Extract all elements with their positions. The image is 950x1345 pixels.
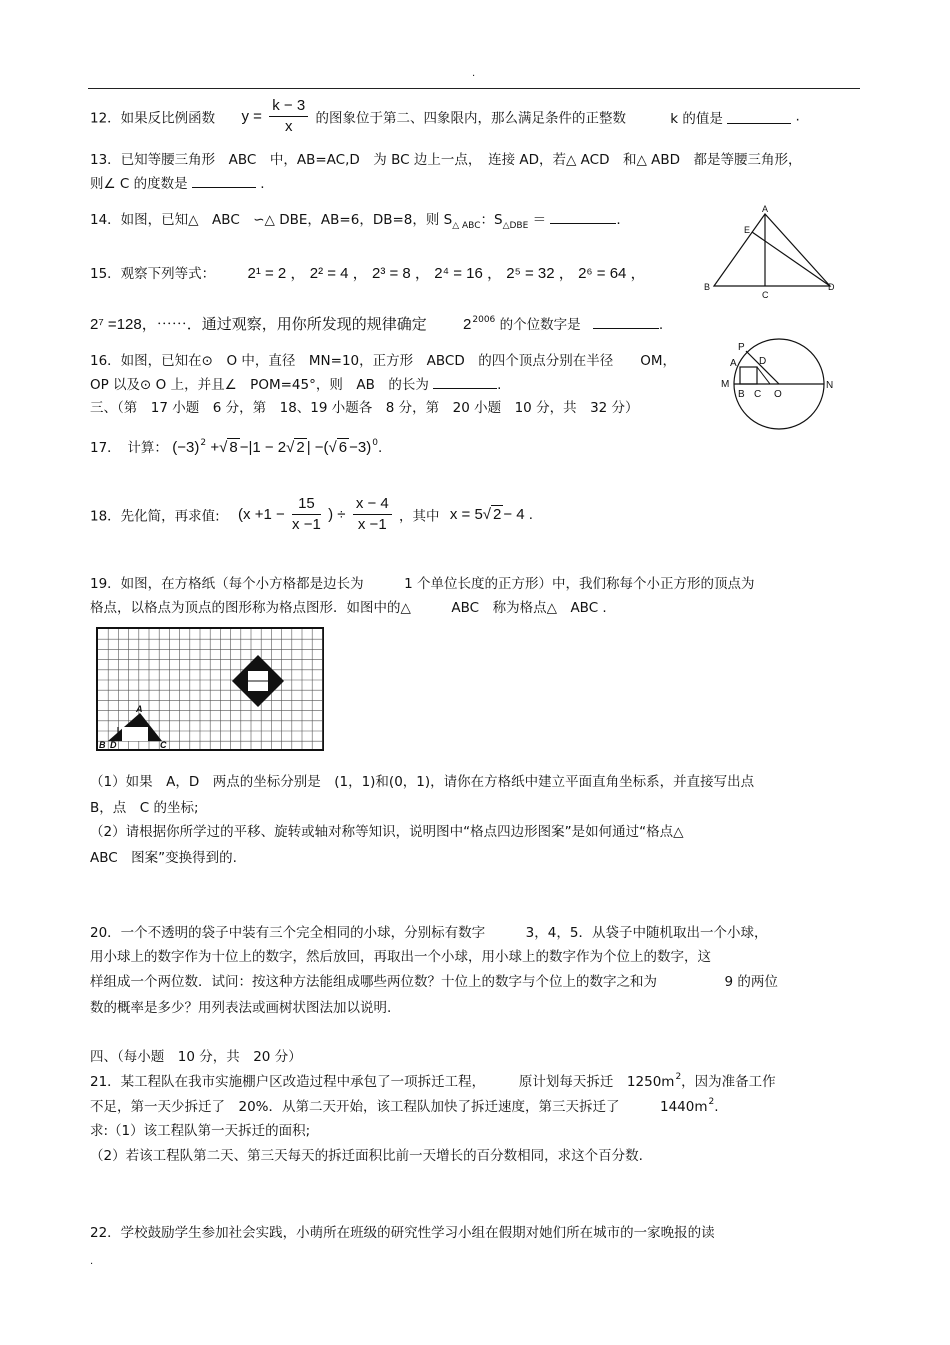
q18-fraction-2 xyxy=(353,494,392,535)
q12-lhs: y = xyxy=(241,108,262,125)
q15-eq-1: 2¹ = 2 ， xyxy=(247,265,306,282)
q15-base: 2 xyxy=(463,316,472,333)
q12-numerator: k − 3 xyxy=(269,96,308,117)
header-dot: . xyxy=(472,68,476,79)
q21-line2-a: 不足，第一天少拆迁了 20%．从第二天开始，该工程队加快了拆迁速度，第三天拆迁了 1440m xyxy=(90,1099,708,1115)
q15-eq-6: 2⁶ = 64 ， xyxy=(578,265,646,282)
q14-colon: ：S xyxy=(480,212,503,228)
q16-end: . xyxy=(497,377,502,393)
q17-root8: 8 xyxy=(229,439,238,456)
label-d: D xyxy=(759,356,767,367)
q18-tail: − 4 . xyxy=(503,506,533,523)
triangle-abc-hole xyxy=(122,727,148,741)
q19-sub2-line2: ABC 图案”变换得到的. xyxy=(90,850,237,866)
q17-expr-a: (−3) xyxy=(172,439,200,456)
label-d: D xyxy=(110,740,117,750)
q18-den1: x −1 xyxy=(292,516,321,533)
q15-eq-4: 2⁴ = 16 ， xyxy=(434,265,502,282)
q18-num1: 15 xyxy=(292,494,321,515)
q17-expr-c: −|1 − 2 xyxy=(239,439,287,456)
section-3-heading: 三、（第 17 小题 6 分，第 18、19 小题各 8 分，第 20 小题 10 分，共 32 分） xyxy=(90,400,639,416)
q19-sub1-line1: （1）如果 A，D 两点的坐标分别是 (1，1)和(0，1)，请你在方格纸中建立平面直角坐标系，并直接写出点 xyxy=(90,774,755,790)
label-c: C xyxy=(160,740,167,750)
triangle-abd xyxy=(714,214,830,286)
label-m: M xyxy=(721,379,730,390)
label-a: A xyxy=(762,204,769,214)
q17-end: . xyxy=(377,440,383,456)
q16-line2-text: OP 以及⊙ O 上，并且∠ POM=45°，则 AB 的长为 xyxy=(90,377,429,393)
q15-eq-3: 2³ = 8 ， xyxy=(371,265,430,282)
header-rule xyxy=(88,88,860,89)
q12-answer-blank[interactable] xyxy=(727,109,791,124)
question-14 xyxy=(90,208,621,231)
q18-num2: x − 4 xyxy=(353,494,392,515)
q21-sup1: 2 xyxy=(675,1072,682,1082)
question-19-line2: 格点，以格点为顶点的图形称为格点图形．如图中的△ ABC 称为格点△ ABC . xyxy=(90,600,607,616)
q15-eq-5: 2⁵ = 32 ， xyxy=(506,265,574,282)
q15-answer-blank[interactable] xyxy=(593,314,659,329)
q18-den2: x −1 xyxy=(357,516,387,533)
label-c: C xyxy=(762,290,769,300)
q15-end: . xyxy=(658,317,664,333)
q17-expr-e: −3) xyxy=(349,439,372,456)
q19-grid-figure xyxy=(96,627,326,753)
q21-line2-b: . xyxy=(714,1099,719,1115)
q15-line2-text: 2⁷ =128，⋯⋯．通过观察，用你所发现的规律确定 xyxy=(90,316,427,333)
label-d: D xyxy=(828,282,835,292)
q18-where: ，其中 xyxy=(399,508,440,525)
square-abcd xyxy=(740,367,757,384)
q18-xval: x = 5 xyxy=(449,506,483,523)
question-22-line1: 22．学校鼓励学生参加社会实践，小萌所在班级的研究性学习小组在假期对她们所在城市的一家晚报的读 xyxy=(90,1225,715,1241)
q12-fraction xyxy=(269,96,308,137)
q17-exp0: 0 xyxy=(372,438,378,448)
q12-text-c: k 的值是 xyxy=(670,110,723,127)
question-21-line4: （2）若该工程队第二天、第三天每天的拆迁面积比前一天增长的百分数相同，求这个百分数. xyxy=(90,1148,643,1164)
q14-triangle-figure xyxy=(700,200,850,305)
q15-exponent: 2006 xyxy=(472,315,496,325)
q21-sup2: 2 xyxy=(708,1097,715,1107)
question-18: 18．先化简，再求值: (x +1 − $\frac{15}{x -1}$ ) ÷ $\frac{x - 4}{x -1}$ ，其中 x = 5√ 2 − 4 . xyxy=(90,495,533,533)
q13-end: . xyxy=(260,176,265,192)
segment-ed xyxy=(752,232,830,286)
q14-eq: ＝ xyxy=(528,212,547,228)
q18-label: 18．先化简，再求值: xyxy=(90,508,220,525)
label-a: A xyxy=(730,358,737,369)
q14-sub-dbe: △DBE xyxy=(502,221,529,231)
question-21-line2 xyxy=(90,1095,719,1115)
q14-end: . xyxy=(616,212,621,228)
q17-expr-d: | −( xyxy=(306,439,329,456)
label-b: B xyxy=(704,282,711,292)
q15-text: 15．观察下列等式： xyxy=(90,266,216,282)
q14-answer-blank[interactable] xyxy=(550,209,616,224)
question-17: 17． 计算： $(-3)^2$ +√ 8 −|1 − 2√ 2 | −(√ 6 −3)$^0$. xyxy=(90,438,383,456)
question-12 xyxy=(90,96,800,137)
q13-line2-text: 则∠ C 的度数是 xyxy=(90,176,188,192)
q16-circle-figure xyxy=(718,336,848,436)
q14-sub-abc: △ ABC xyxy=(452,221,481,231)
q17-root6: 6 xyxy=(338,439,348,456)
q18-fraction-1 xyxy=(292,494,321,535)
q18-div: ) ÷ xyxy=(328,506,346,523)
label-b: B xyxy=(99,740,106,750)
q17-root2: 2 xyxy=(296,439,305,456)
label-p: P xyxy=(738,342,745,353)
q21-line1-b: ，因为准备工作 xyxy=(681,1074,776,1090)
q18-open: (x +1 − xyxy=(238,506,285,523)
q16-answer-blank[interactable] xyxy=(433,374,497,389)
question-16-line1: 16．如图，已知在⊙ O 中，直径 MN=10，正方形 ABCD 的四个顶点分别在半径 OM， xyxy=(90,353,676,369)
label-e: E xyxy=(744,225,751,235)
question-20-line2: 用小球上的数字作为十位上的数字，然后放回，再取出一个小球，用小球上的数字作为个位上的数字，这 xyxy=(90,949,711,965)
q19-sub1-line2: B，点 C 的坐标; xyxy=(90,800,199,816)
question-21-line1 xyxy=(90,1070,776,1090)
q18-root: 2 xyxy=(493,506,502,523)
segment-dc xyxy=(757,367,770,384)
q15-line2-b: 的个位数字是 xyxy=(499,317,581,333)
q21-line1-a: 21．某工程队在我市实施棚户区改造过程中承包了一项拆迁工程， 原计划每天拆迁 1250m xyxy=(90,1074,675,1090)
question-21-line3: 求:（1）该工程队第一天拆迁的面积; xyxy=(90,1123,311,1139)
q12-text: 12．如果反比例函数 xyxy=(90,110,216,127)
question-15-line2 xyxy=(90,313,663,334)
label-c: C xyxy=(754,389,762,400)
label-a: A xyxy=(136,704,143,714)
q12-end: . xyxy=(795,108,800,125)
question-13-line1: 13．已知等腰三角形 ABC 中，AB=AC,D 为 BC 边上一点， 连接 AD，若△ ACD 和△ ABD 都是等腰三角形， xyxy=(90,152,802,168)
label-o: O xyxy=(774,389,782,400)
q15-eq-2: 2² = 4 ， xyxy=(309,265,368,282)
q14-text: 14．如图，已知△ ABC ∽△ DBE，AB=6，DB=8，则 S xyxy=(90,212,453,228)
q12-denominator: x xyxy=(284,118,293,135)
question-20-line4: 数的概率是多少？用列表法或画树状图法加以说明. xyxy=(90,1000,392,1016)
question-20-line1: 20．一个不透明的袋子中装有三个完全相同的小球，分别标有数字 3，4，5．从袋子中随机取出一个小球， xyxy=(90,925,768,941)
footer-dot: . xyxy=(90,1256,94,1267)
q12-text-b: 的图象位于第二、四象限内，那么满足条件的正整数 xyxy=(315,110,626,127)
label-b: B xyxy=(738,389,745,400)
question-19-line1: 19．如图，在方格纸（每个小方格都是边长为 1 个单位长度的正方形）中，我们称每个小正方形的顶点为 xyxy=(90,576,755,592)
question-16-line2 xyxy=(90,373,501,393)
question-15-line1 xyxy=(90,262,646,283)
q17-plus: + xyxy=(210,439,220,456)
section-4-heading: 四、（每小题 10 分，共 20 分） xyxy=(90,1049,302,1065)
q13-answer-blank[interactable] xyxy=(192,173,256,188)
label-n: N xyxy=(826,380,834,391)
q17-exp2: 2 xyxy=(200,438,207,448)
q19-sub2-line1: （2）请根据你所学过的平移、旋转或轴对称等知识，说明图中“格点四边形图案”是如何通过“格点△ xyxy=(90,824,684,840)
question-20-line3: 样组成一个两位数．试问：按这种方法能组成哪些两位数？十位上的数字与个位上的数字之和为 9 的两位 xyxy=(90,974,778,990)
question-13-line2 xyxy=(90,172,265,192)
q17-label: 17． 计算： xyxy=(90,440,168,456)
